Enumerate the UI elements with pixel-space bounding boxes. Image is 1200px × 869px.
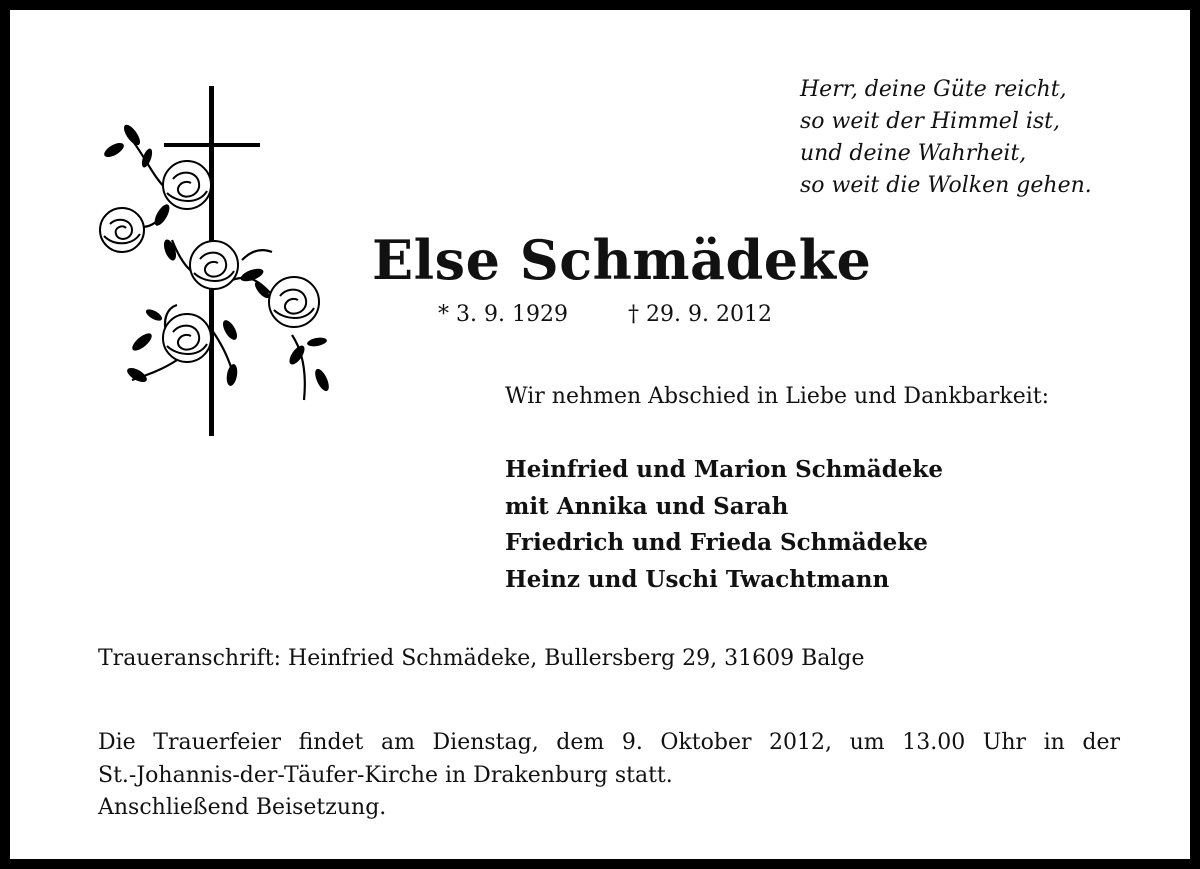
cross-with-roses-icon — [92, 80, 342, 440]
verse-line: Herr, deine Güte reicht, — [800, 77, 1067, 102]
family-member: Heinz und Uschi Twachtmann — [505, 565, 890, 593]
family-member: mit Annika und Sarah — [505, 492, 789, 520]
service-line: Die Trauerfeier findet am Dienstag, dem 9. Oktober 2012, um 13.00 Uhr in der — [98, 730, 1120, 755]
service-line: Anschließend Beisetzung. — [98, 795, 387, 820]
family-member: Friedrich und Frieda Schmädeke — [505, 529, 928, 556]
service-line: St.-Johannis-der-Täufer-Kirche in Drakenburg statt. — [98, 762, 673, 788]
death-date: † 29. 9. 2012 — [628, 302, 772, 327]
verse-line: so weit die Wolken gehen. — [800, 173, 1092, 198]
verse-line: so weit der Himmel ist, — [800, 109, 1061, 134]
funeral-service-info — [98, 727, 1120, 825]
bible-verse — [800, 74, 1180, 202]
verse-line: und deine Wahrheit, — [800, 141, 1027, 166]
birth-date: * 3. 9. 1929 — [438, 302, 568, 327]
farewell-text: Wir nehmen Abschied in Liebe und Dankbarkeit: — [505, 384, 1050, 409]
mourning-address: Traueranschrift: Heinfried Schmädeke, Bullersberg 29, 31609 Balge — [98, 646, 865, 671]
family-member: Heinfried und Marion Schmädeke — [505, 456, 943, 483]
deceased-name: Else Schmädeke — [372, 228, 872, 292]
family-list — [505, 452, 943, 598]
